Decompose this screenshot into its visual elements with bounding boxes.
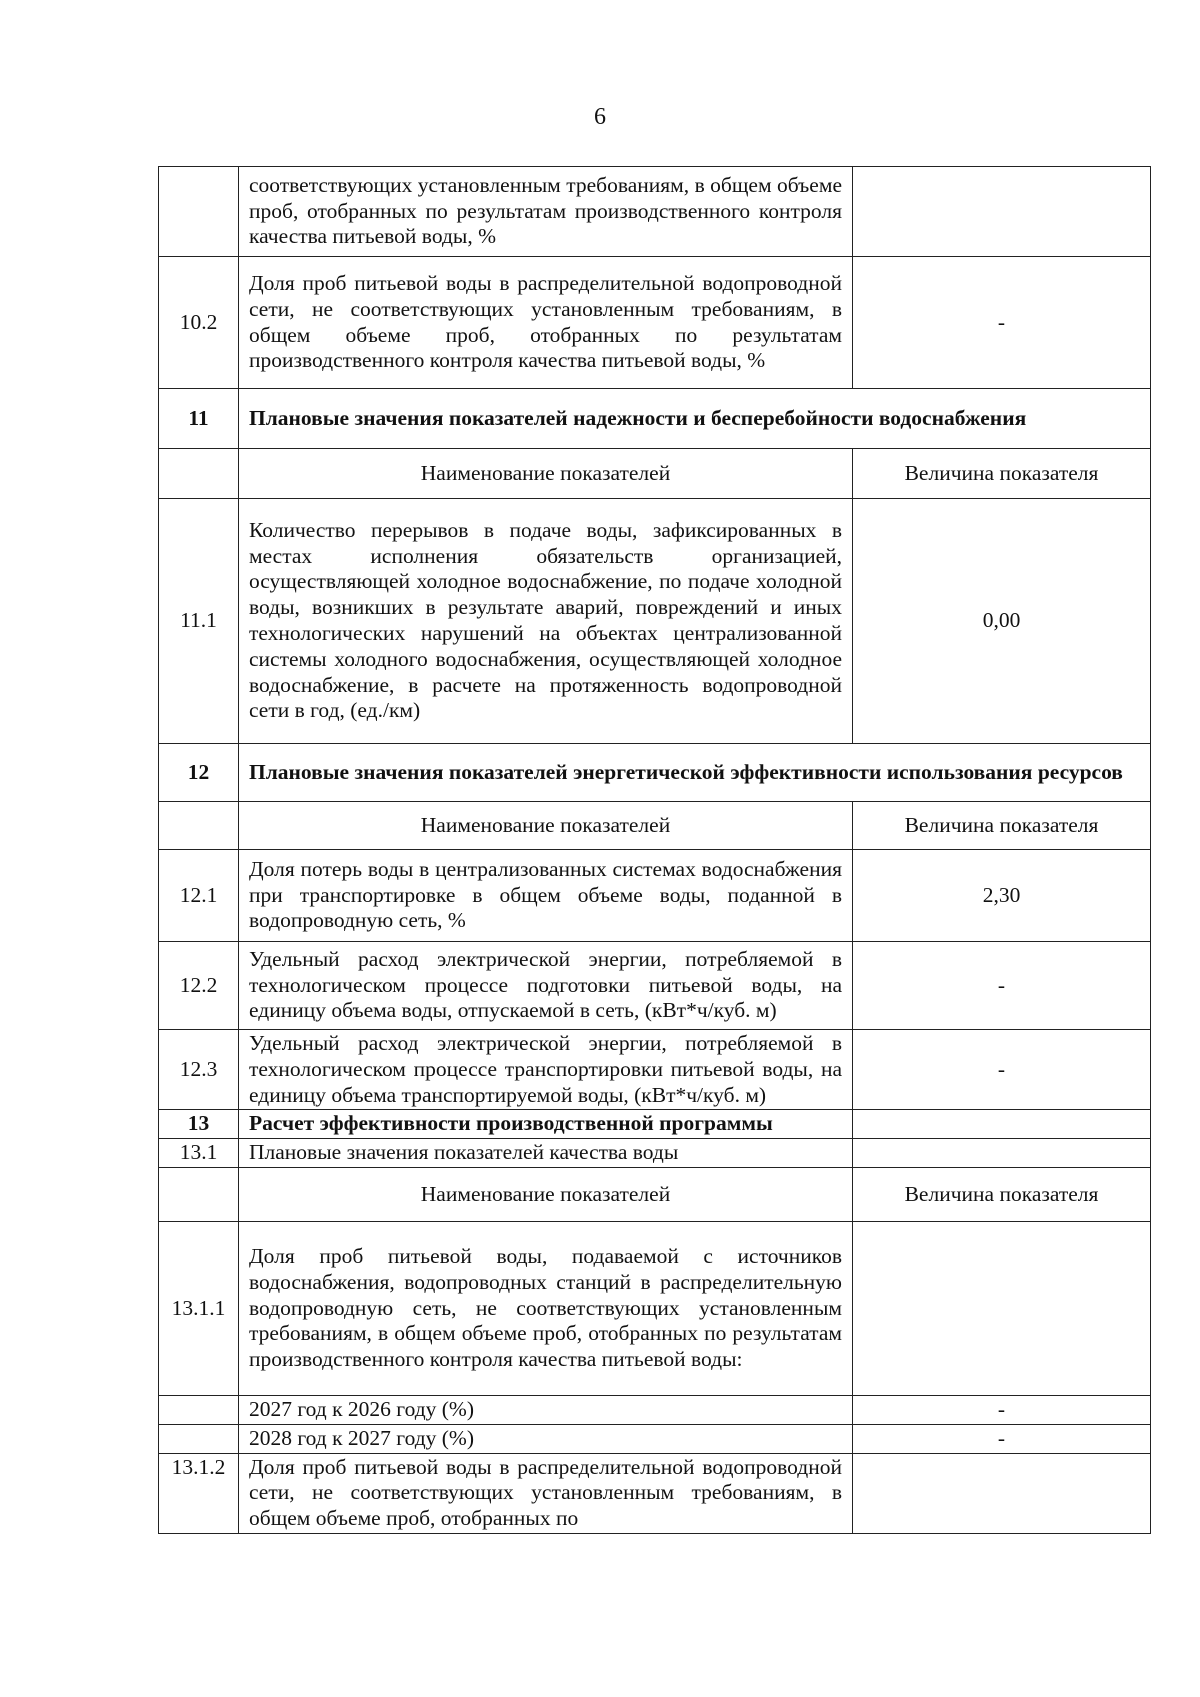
section-row [159,389,1151,449]
row-number: 10.2 [159,257,239,389]
table-row [159,1030,1151,1110]
section-title: Плановые значения показателей надежности и бесперебойности водоснабжения [239,389,1151,449]
table-row [159,167,1151,257]
table-row [159,1424,1151,1453]
indicators-table [158,166,1151,1534]
indicator-text: Доля проб питьевой воды в распределительной водопроводной сети, не соответствующих установленным требованиям, в общем объеме проб, отобранных по [239,1453,853,1533]
column-header-row [159,449,1151,499]
header-value: Величина показателя [853,449,1151,499]
row-number [159,167,239,257]
section-title: Расчет эффективности производственной программы [239,1110,853,1139]
indicator-value: - [853,1424,1151,1453]
table-row [159,1453,1151,1533]
header-value: Величина показателя [853,802,1151,850]
indicator-value [853,1221,1151,1395]
table-row [159,942,1151,1030]
row-number: 13.1.1 [159,1221,239,1395]
indicator-value [853,167,1151,257]
row-number: 13.1 [159,1139,239,1168]
row-number: 12.2 [159,942,239,1030]
header-name: Наименование показателей [239,449,853,499]
indicator-text: Удельный расход электрической энергии, потребляемой в технологическом процессе подготовки питьевой воды, на единицу объема воды, отпускаемой в сеть, (кВт*ч/куб. м) [239,942,853,1030]
row-number: 12.3 [159,1030,239,1110]
indicator-text: 2028 год к 2027 году (%) [239,1424,853,1453]
table-row [159,257,1151,389]
table-row [159,499,1151,744]
header-name: Наименование показателей [239,1167,853,1221]
indicator-value: 2,30 [853,850,1151,942]
indicator-value: - [853,257,1151,389]
row-number: 13.1.2 [159,1453,239,1533]
section-number: 12 [159,744,239,802]
section-number: 13 [159,1110,239,1139]
header-name: Наименование показателей [239,802,853,850]
indicator-value: - [853,1395,1151,1424]
indicator-text: Плановые значения показателей качества воды [239,1139,853,1168]
table-row [159,1221,1151,1395]
indicator-text: соответствующих установленным требованиям, в общем объеме проб, отобранных по результатам производственного контроля качества питьевой воды, % [239,167,853,257]
indicator-text: Доля потерь воды в централизованных системах водоснабжения при транспортировке в общем объеме воды, поданной в водопроводную сеть, % [239,850,853,942]
indicator-text: Количество перерывов в подаче воды, зафиксированных в местах исполнения обязательств организацией, осуществляющей холодное водоснабжение, по подаче холодной воды, возникших в результате аварий, повреждений и иных технологических нарушений на объектах централизованной системы холодного водоснабжения, осуществляющей холодное водоснабжение, в расчете на протяженность водопроводной сети в год, (ед./км) [239,499,853,744]
section-row [159,744,1151,802]
indicator-text: Доля проб питьевой воды в распределительной водопроводной сети, не соответствующих установленным требованиям, в общем объеме проб, отобранных по результатам производственного контроля качества питьевой воды, % [239,257,853,389]
column-header-row [159,1167,1151,1221]
indicator-value [853,1453,1151,1533]
page-number: 6 [594,104,606,130]
indicator-value: - [853,1030,1151,1110]
indicator-text: 2027 год к 2026 году (%) [239,1395,853,1424]
indicator-text: Доля проб питьевой воды, подаваемой с источников водоснабжения, водопроводных станций в распределительную водопроводную сеть, не соответствующих установленным требованиям, в общем объеме проб, отобранных по результатам производственного контроля качества питьевой воды: [239,1221,853,1395]
indicator-value: 0,00 [853,499,1151,744]
row-number: 12.1 [159,850,239,942]
header-value: Величина показателя [853,1167,1151,1221]
indicator-text: Удельный расход электрической энергии, потребляемой в технологическом процессе транспортировки питьевой воды, на единицу объема транспортируемой воды, (кВт*ч/куб. м) [239,1030,853,1110]
table-row [159,1395,1151,1424]
column-header-row [159,802,1151,850]
table-row [159,850,1151,942]
section-row [159,1110,1151,1139]
section-number: 11 [159,389,239,449]
indicator-value: - [853,942,1151,1030]
section-title: Плановые значения показателей энергетической эффективности использования ресурсов [239,744,1151,802]
table-row [159,1139,1151,1168]
row-number: 11.1 [159,499,239,744]
